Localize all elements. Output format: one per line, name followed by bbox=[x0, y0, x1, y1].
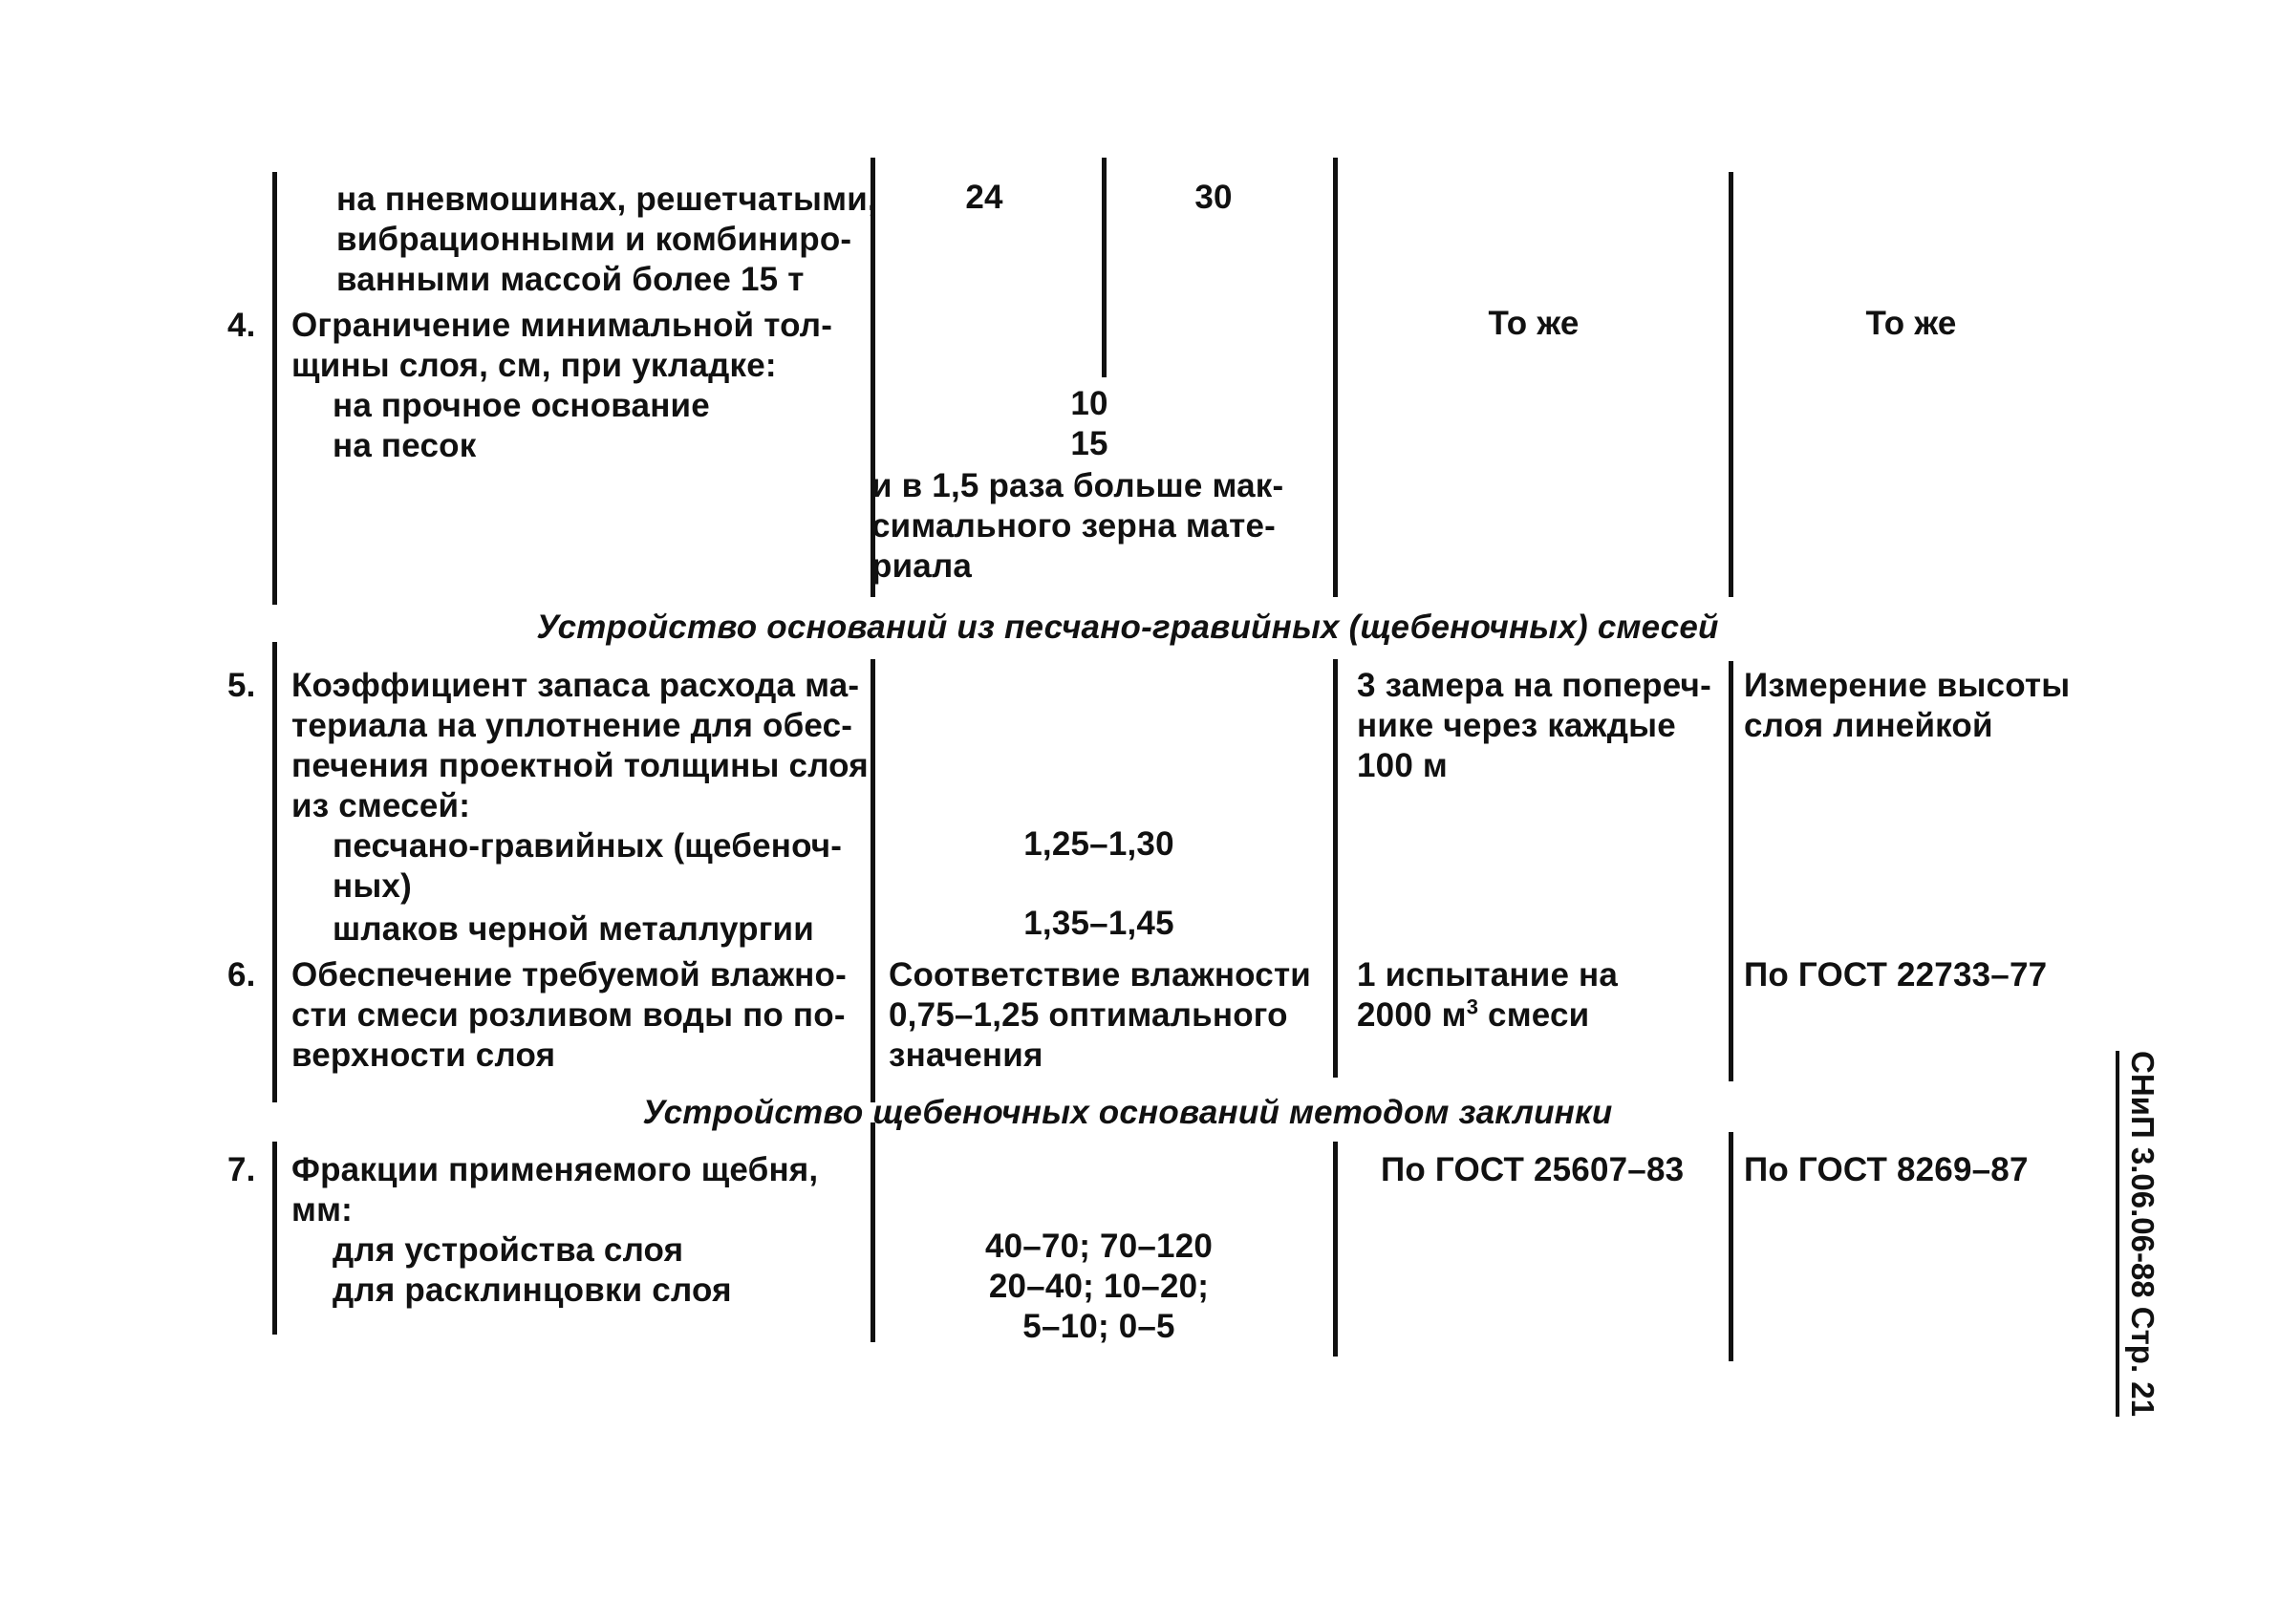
row-6-line-2: сти смеси розливом воды по по- bbox=[291, 996, 846, 1034]
row-5-control-2: нике через каждые bbox=[1357, 707, 1676, 744]
row-5-control-1: 3 замера на попереч- bbox=[1357, 667, 1711, 704]
rule-c1 bbox=[1333, 158, 1338, 597]
row-7-control: По ГОСТ 25607–83 bbox=[1381, 1151, 1685, 1188]
row-6-method: По ГОСТ 22733–77 bbox=[1744, 956, 2048, 994]
row-4-sub-1-value: 10 bbox=[1070, 385, 1108, 422]
row-6-value-2: 0,75–1,25 оптимального bbox=[889, 996, 1288, 1034]
rule-c3 bbox=[1333, 1142, 1338, 1357]
row-7-sub-2-value-2: 5–10; 0–5 bbox=[1022, 1308, 1175, 1345]
row-7-line-2: мм: bbox=[291, 1191, 354, 1229]
row-4-line-2: щины слоя, см, при укладке: bbox=[291, 347, 777, 384]
cont-line-1: на пневмошинах, решетчатыми, bbox=[336, 181, 877, 218]
row-4-sub-2-value: 15 bbox=[1070, 425, 1108, 462]
row-6-control-2a: 2000 м bbox=[1357, 996, 1467, 1034]
row-4-sub-2: на песок bbox=[333, 427, 477, 464]
cont-value-1: 24 bbox=[965, 179, 1003, 216]
row-4-note-1: и в 1,5 раза больше мак- bbox=[871, 467, 1284, 504]
row-7-line-1: Фракции применяемого щебня, bbox=[291, 1151, 819, 1188]
row-5-control-3: 100 м bbox=[1357, 747, 1449, 784]
row-5-method-1: Измерение высоты bbox=[1744, 667, 2071, 704]
cont-line-3: ванными массой более 15 т bbox=[336, 261, 805, 298]
row-4-method: То же bbox=[1865, 305, 1957, 342]
section-heading-crushed-stone: Устройство щебеночных оснований методом заклинки bbox=[642, 1094, 1613, 1131]
row-5-line-1: Коэффициент запаса расхода ма- bbox=[291, 667, 860, 704]
row-7-sub-1-value: 40–70; 70–120 bbox=[984, 1228, 1214, 1265]
row-4-number: 4. bbox=[227, 307, 256, 344]
section-heading-sand-gravel: Устройство оснований из песчано-гравийных (щебеночных) смесей bbox=[536, 609, 1719, 646]
rule-a2 bbox=[272, 642, 277, 1102]
row-5-sub-1-line-1: песчано-гравийных (щебеноч- bbox=[333, 827, 843, 865]
row-6-value-1: Соответствие влажности bbox=[889, 956, 1312, 994]
row-7-method: По ГОСТ 8269–87 bbox=[1744, 1151, 2029, 1188]
row-5-method-2: слоя линейкой bbox=[1744, 707, 1993, 744]
side-label-container bbox=[2114, 1051, 2171, 1433]
row-4-line-1: Ограничение минимальной тол- bbox=[291, 307, 833, 344]
rule-d3 bbox=[1729, 1132, 1733, 1361]
row-6-line-3: верхности слоя bbox=[291, 1036, 556, 1074]
row-4-note-3: риала bbox=[871, 547, 973, 585]
cont-line-2: вибрационными и комбиниро- bbox=[336, 221, 852, 258]
row-4-note-2: симального зерна мате- bbox=[871, 507, 1277, 545]
rule-b3 bbox=[871, 1122, 875, 1342]
row-4-control: То же bbox=[1488, 305, 1580, 342]
row-5-sub-1-value: 1,25–1,30 bbox=[1023, 825, 1174, 863]
rule-d2 bbox=[1729, 661, 1733, 1081]
rule-b2 bbox=[871, 659, 875, 1102]
row-7-number: 7. bbox=[227, 1151, 256, 1188]
rule-a1 bbox=[272, 172, 277, 605]
row-6-number: 6. bbox=[227, 956, 256, 994]
side-label: СНиП 3.06.06-88 Стр. 21 bbox=[2116, 1051, 2163, 1417]
row-6-control-1: 1 испытание на bbox=[1357, 956, 1619, 994]
row-6-control-sup: 3 bbox=[1466, 994, 1479, 1019]
row-7-sub-2-value-1: 20–40; 10–20; bbox=[988, 1268, 1210, 1305]
rule-mid1 bbox=[1102, 158, 1107, 377]
row-5-sub-1-line-2: ных) bbox=[333, 867, 412, 905]
row-7-sub-1: для устройства слоя bbox=[333, 1231, 684, 1269]
row-6-control-2 bbox=[1357, 995, 1589, 1036]
row-5-sub-2-value: 1,35–1,45 bbox=[1023, 905, 1174, 942]
row-7-sub-2: для расклинцовки слоя bbox=[333, 1271, 732, 1309]
row-5-number: 5. bbox=[227, 667, 256, 704]
row-6-control-2b: смеси bbox=[1478, 996, 1590, 1034]
rule-d1 bbox=[1729, 172, 1733, 597]
row-5-line-4: из смесей: bbox=[291, 787, 471, 824]
row-5-line-3: печения проектной толщины слоя bbox=[291, 747, 869, 784]
cont-value-2: 30 bbox=[1194, 179, 1233, 216]
rule-a3 bbox=[272, 1142, 277, 1335]
row-6-value-3: значения bbox=[889, 1036, 1043, 1074]
row-5-sub-2: шлаков черной металлургии bbox=[333, 910, 814, 948]
row-4-sub-1: на прочное основание bbox=[333, 387, 710, 424]
rule-c2 bbox=[1333, 659, 1338, 1078]
row-5-line-2: териала на уплотнение для обес- bbox=[291, 707, 853, 744]
row-6-line-1: Обеспечение требуемой влажно- bbox=[291, 956, 847, 994]
